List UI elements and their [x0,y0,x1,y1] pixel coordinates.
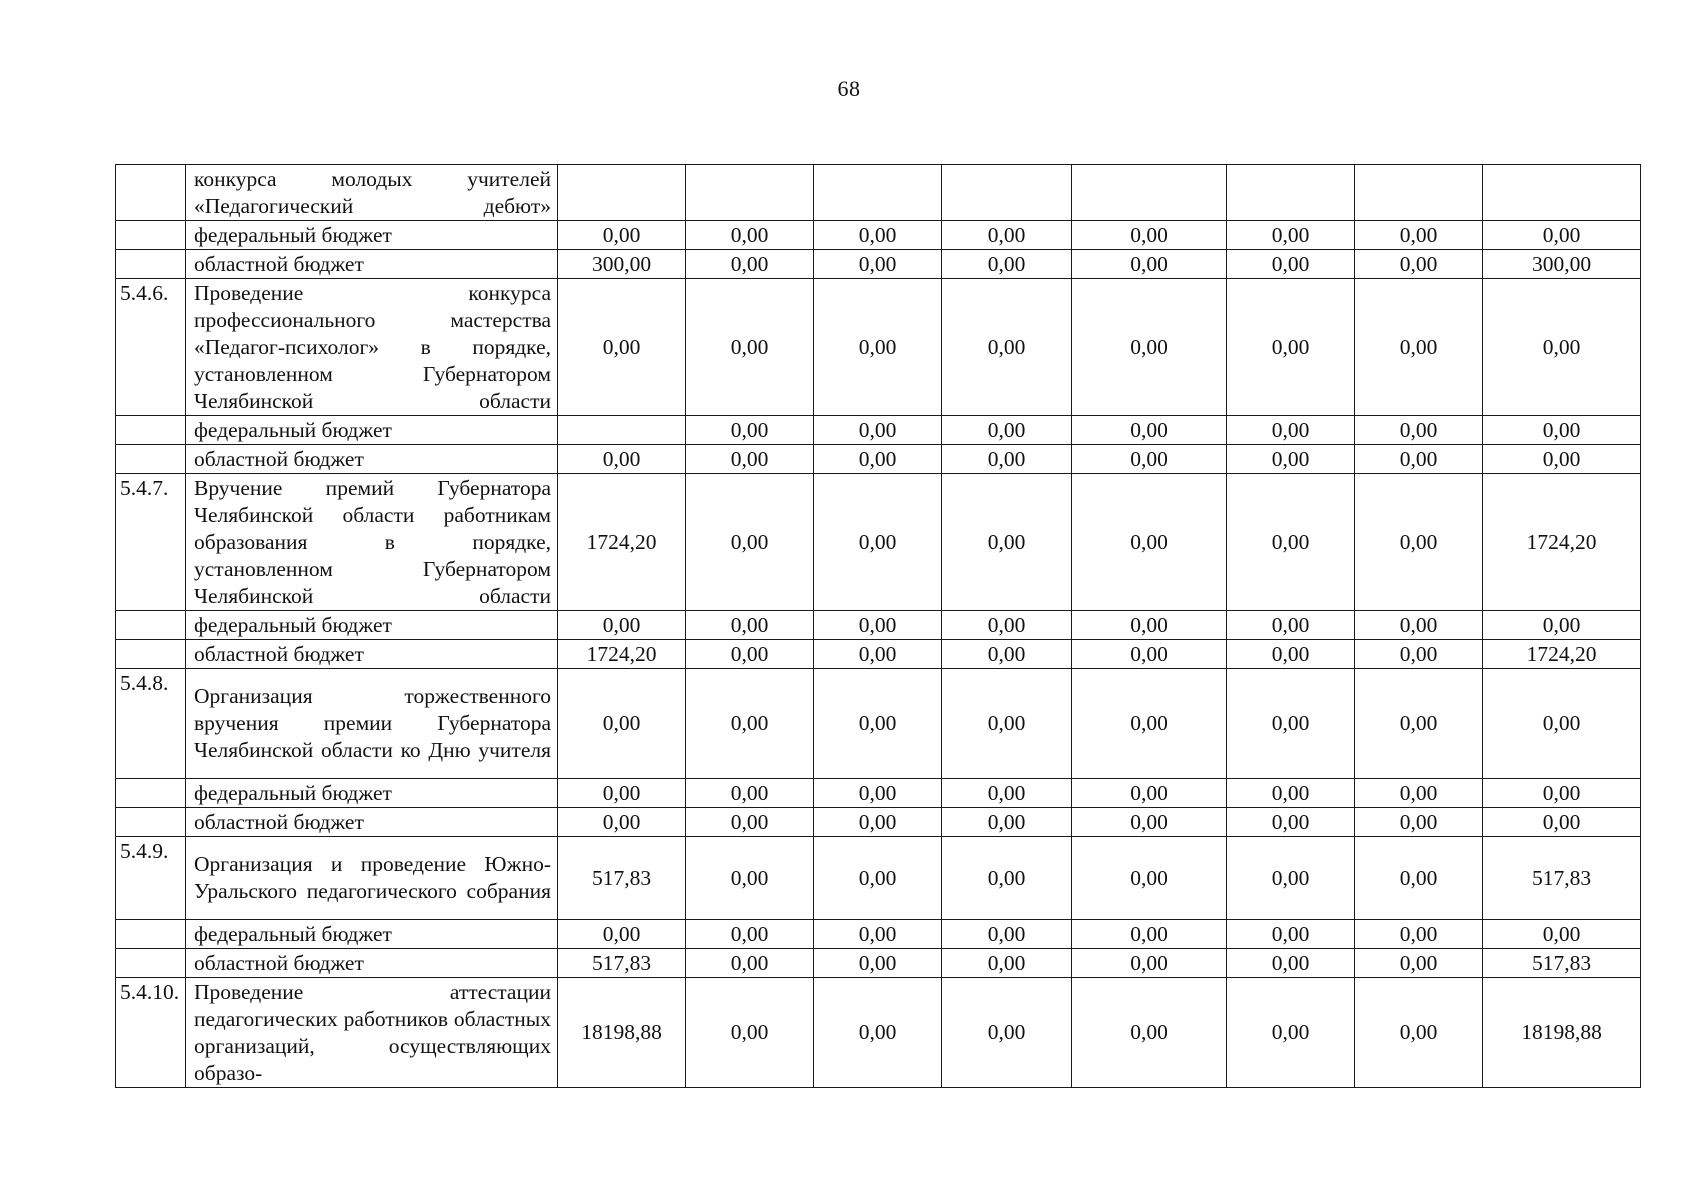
amount-cell: 0,00 [686,474,814,611]
budget-table [115,164,1641,1088]
amount-cell: 0,00 [1355,445,1483,474]
amount-cell: 0,00 [1227,416,1355,445]
amount-cell: 0,00 [1483,669,1641,779]
amount-cell: 0,00 [1072,949,1227,978]
amount-cell: 0,00 [1483,279,1641,416]
amount-cell: 1724,20 [1483,640,1641,669]
amount-cell: 0,00 [558,611,686,640]
amount-cell: 0,00 [814,949,942,978]
amount-cell: 0,00 [814,640,942,669]
amount-cell: 517,83 [558,837,686,920]
amount-cell: 0,00 [942,474,1072,611]
item-number-cell [116,949,186,978]
amount-cell: 0,00 [558,920,686,949]
amount-cell: 0,00 [1227,279,1355,416]
amount-cell: 0,00 [1227,474,1355,611]
table-row-source [116,611,1641,640]
amount-cell: 0,00 [686,640,814,669]
amount-cell: 0,00 [1072,779,1227,808]
item-number-cell [116,920,186,949]
amount-cell: 0,00 [1072,611,1227,640]
amount-cell: 0,00 [1072,640,1227,669]
item-description-cell: Проведение аттестации педагогических работников областных организаций, осуществляющих образо- [186,978,558,1088]
funding-source-cell: областной бюджет [186,640,558,669]
funding-source-cell: областной бюджет [186,250,558,279]
amount-cell: 0,00 [686,920,814,949]
table-row-source [116,250,1641,279]
amount-cell: 0,00 [1227,949,1355,978]
amount-cell [558,416,686,445]
amount-cell: 0,00 [686,808,814,837]
item-number-cell [116,611,186,640]
amount-cell [942,165,1072,221]
table-body [116,165,1641,1088]
amount-cell: 0,00 [686,250,814,279]
amount-cell: 0,00 [1072,445,1227,474]
amount-cell: 0,00 [942,779,1072,808]
amount-cell: 0,00 [814,445,942,474]
item-number-cell [116,416,186,445]
amount-cell [558,165,686,221]
amount-cell: 0,00 [1227,640,1355,669]
amount-cell: 0,00 [1072,837,1227,920]
amount-cell [1227,165,1355,221]
table-row-item [116,165,1641,221]
amount-cell: 0,00 [942,920,1072,949]
item-number-cell [116,445,186,474]
amount-cell: 0,00 [1227,250,1355,279]
amount-cell: 0,00 [1355,640,1483,669]
amount-cell: 0,00 [686,978,814,1088]
table-row-source [116,416,1641,445]
amount-cell: 0,00 [686,837,814,920]
amount-cell: 0,00 [814,221,942,250]
amount-cell: 0,00 [1355,949,1483,978]
amount-cell: 0,00 [686,221,814,250]
amount-cell: 0,00 [686,416,814,445]
amount-cell: 0,00 [1072,416,1227,445]
amount-cell: 0,00 [814,474,942,611]
table-row-item [116,474,1641,611]
funding-source-cell: областной бюджет [186,445,558,474]
amount-cell: 1724,20 [558,474,686,611]
amount-cell: 18198,88 [558,978,686,1088]
amount-cell [686,165,814,221]
item-number-cell [116,250,186,279]
amount-cell: 0,00 [1227,445,1355,474]
amount-cell: 0,00 [686,611,814,640]
amount-cell: 300,00 [558,250,686,279]
amount-cell: 0,00 [814,250,942,279]
amount-cell: 0,00 [814,978,942,1088]
amount-cell: 0,00 [814,808,942,837]
amount-cell: 0,00 [558,669,686,779]
amount-cell: 0,00 [1355,279,1483,416]
amount-cell: 0,00 [558,779,686,808]
table-row-source [116,808,1641,837]
table-row-item [116,279,1641,416]
item-number-cell [116,779,186,808]
funding-source-cell: федеральный бюджет [186,416,558,445]
table-row-item [116,837,1641,920]
amount-cell: 0,00 [1483,611,1641,640]
amount-cell: 0,00 [814,279,942,416]
table-row-item [116,978,1641,1088]
amount-cell: 0,00 [1227,669,1355,779]
table-row-item [116,669,1641,779]
amount-cell: 0,00 [1072,808,1227,837]
item-description-cell: конкурса молодых учителей «Педагогический дебют» [186,165,558,221]
amount-cell: 0,00 [1227,808,1355,837]
item-number-cell: 5.4.10. [116,978,186,1088]
funding-source-cell: областной бюджет [186,949,558,978]
amount-cell: 517,83 [1483,949,1641,978]
amount-cell: 0,00 [1355,669,1483,779]
funding-source-cell: федеральный бюджет [186,611,558,640]
amount-cell: 0,00 [1483,445,1641,474]
table-row-source [116,221,1641,250]
item-number-cell: 5.4.6. [116,279,186,416]
amount-cell: 0,00 [1072,920,1227,949]
amount-cell: 0,00 [558,279,686,416]
amount-cell: 0,00 [1072,279,1227,416]
item-number-cell [116,640,186,669]
amount-cell: 0,00 [942,978,1072,1088]
amount-cell: 0,00 [814,611,942,640]
amount-cell: 0,00 [1483,808,1641,837]
table-row-source [116,640,1641,669]
amount-cell: 0,00 [1355,779,1483,808]
amount-cell: 0,00 [1072,978,1227,1088]
amount-cell: 0,00 [686,949,814,978]
amount-cell: 0,00 [1072,221,1227,250]
amount-cell: 0,00 [942,279,1072,416]
amount-cell: 0,00 [942,445,1072,474]
amount-cell: 0,00 [814,669,942,779]
item-description-cell: Вручение премий Губернатора Челябинской области работникам образования в порядке, установленном Губернатором Челябинской области [186,474,558,611]
amount-cell: 0,00 [1355,611,1483,640]
table-row-source [116,779,1641,808]
table-row-source [116,949,1641,978]
item-description-cell: Организация торжественного вручения премии Губернатора Челябинской области ко Дню учителя [186,669,558,779]
amount-cell: 0,00 [814,416,942,445]
item-description-cell: Проведение конкурса профессионального мастерства «Педагог-психолог» в порядке, установленном Губернатором Челябинской области [186,279,558,416]
amount-cell: 0,00 [686,669,814,779]
amount-cell: 0,00 [1227,611,1355,640]
amount-cell [1072,165,1227,221]
funding-source-cell: федеральный бюджет [186,779,558,808]
amount-cell: 517,83 [558,949,686,978]
amount-cell: 0,00 [1355,416,1483,445]
amount-cell: 0,00 [942,949,1072,978]
table-row-source [116,445,1641,474]
item-number-cell: 5.4.8. [116,669,186,779]
amount-cell: 0,00 [1355,474,1483,611]
amount-cell: 0,00 [1483,779,1641,808]
item-number-cell: 5.4.9. [116,837,186,920]
amount-cell: 0,00 [814,920,942,949]
amount-cell: 18198,88 [1483,978,1641,1088]
amount-cell: 0,00 [1355,837,1483,920]
amount-cell: 1724,20 [558,640,686,669]
amount-cell: 0,00 [1483,416,1641,445]
amount-cell: 0,00 [942,837,1072,920]
amount-cell: 0,00 [1355,920,1483,949]
amount-cell: 0,00 [814,837,942,920]
amount-cell: 0,00 [686,279,814,416]
amount-cell: 0,00 [1483,221,1641,250]
amount-cell: 0,00 [942,611,1072,640]
amount-cell: 300,00 [1483,250,1641,279]
table-row-source [116,920,1641,949]
amount-cell: 0,00 [558,808,686,837]
amount-cell: 0,00 [942,669,1072,779]
amount-cell: 0,00 [686,445,814,474]
amount-cell [814,165,942,221]
amount-cell: 0,00 [942,808,1072,837]
amount-cell: 0,00 [1483,920,1641,949]
item-number-cell [116,221,186,250]
amount-cell: 0,00 [942,640,1072,669]
amount-cell: 0,00 [942,250,1072,279]
amount-cell: 0,00 [558,221,686,250]
amount-cell [1483,165,1641,221]
amount-cell: 0,00 [1072,669,1227,779]
amount-cell: 0,00 [1227,978,1355,1088]
item-description-cell: Организация и проведение Южно-Уральского педагогического собрания [186,837,558,920]
funding-source-cell: федеральный бюджет [186,920,558,949]
amount-cell: 0,00 [1355,978,1483,1088]
amount-cell: 0,00 [686,779,814,808]
amount-cell: 1724,20 [1483,474,1641,611]
amount-cell: 0,00 [1355,808,1483,837]
amount-cell [1355,165,1483,221]
amount-cell: 0,00 [1072,474,1227,611]
item-number-cell: 5.4.7. [116,474,186,611]
item-number-cell [116,165,186,221]
amount-cell: 0,00 [1355,250,1483,279]
amount-cell: 0,00 [1072,250,1227,279]
amount-cell: 0,00 [942,416,1072,445]
amount-cell: 0,00 [1227,837,1355,920]
amount-cell: 0,00 [1227,920,1355,949]
amount-cell: 0,00 [942,221,1072,250]
amount-cell: 0,00 [1355,221,1483,250]
amount-cell: 0,00 [814,779,942,808]
amount-cell: 517,83 [1483,837,1641,920]
amount-cell: 0,00 [1227,779,1355,808]
page-number: 68 [837,76,861,101]
amount-cell: 0,00 [1227,221,1355,250]
amount-cell: 0,00 [558,445,686,474]
item-number-cell [116,808,186,837]
funding-source-cell: федеральный бюджет [186,221,558,250]
funding-source-cell: областной бюджет [186,808,558,837]
